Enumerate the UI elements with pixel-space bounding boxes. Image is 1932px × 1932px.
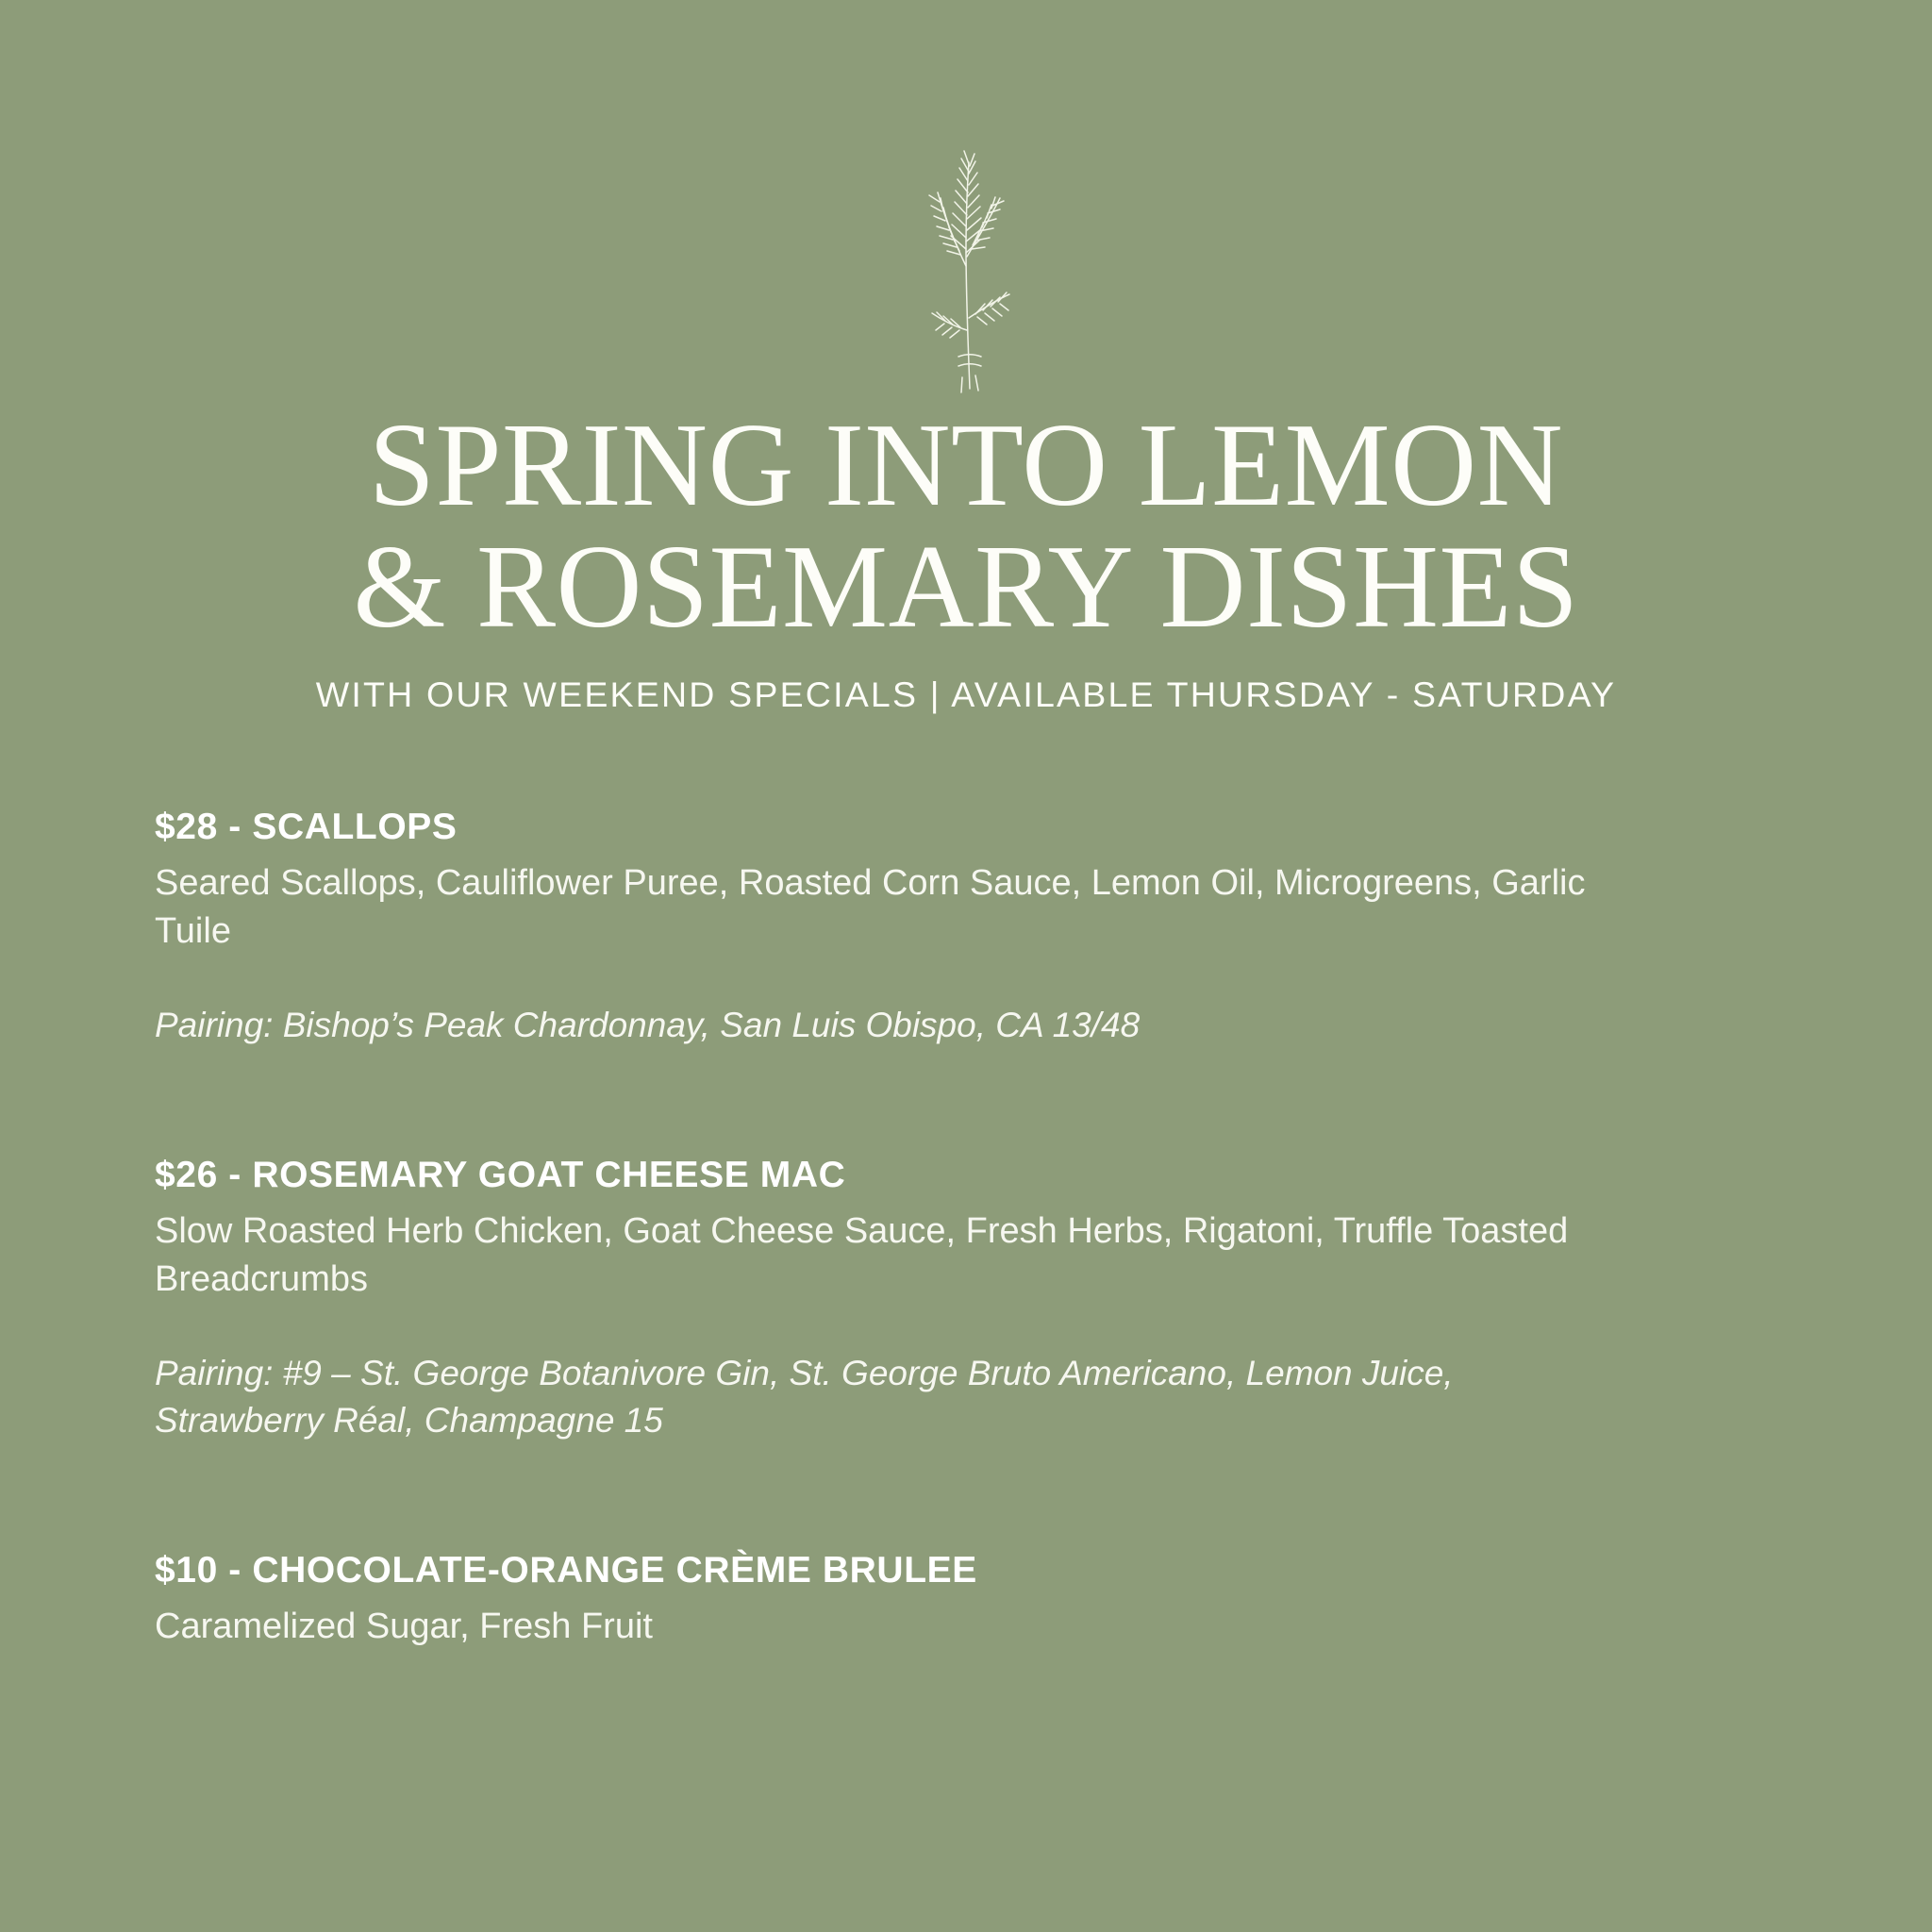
title-line-1: SPRING INTO LEMON <box>368 400 1564 531</box>
menu-item <box>155 1155 1683 1444</box>
menu-item-description: Slow Roasted Herb Chicken, Goat Cheese Sauce, Fresh Herbs, Rigatoni, Truffle Toasted Breadcrumbs <box>155 1211 1569 1299</box>
rosemary-sprig-decoration <box>0 125 1932 398</box>
menu-item-pairing: Pairing: #9 – St. George Botanivore Gin, St. George Bruto Americano, Lemon Juice, Strawberry Réal, Champagne 15 <box>155 1354 1454 1440</box>
rosemary-sprig-icon <box>872 125 1060 398</box>
page-title <box>0 400 1932 653</box>
title-line-2: & ROSEMARY DISHES <box>353 521 1579 653</box>
page-subtitle: WITH OUR WEEKEND SPECIALS | AVAILABLE THURSDAY - SATURDAY <box>315 675 1617 715</box>
menu-item-description: Seared Scallops, Cauliflower Puree, Roasted Corn Sauce, Lemon Oil, Microgreens, Garlic Tuile <box>155 863 1586 951</box>
poster-header <box>0 400 1932 715</box>
menu-item-description: Caramelized Sugar, Fresh Fruit <box>155 1606 653 1646</box>
menu-item <box>155 807 1683 1049</box>
menu-item-title: $10 - CHOCOLATE-ORANGE CRÈME BRULEE <box>155 1549 977 1591</box>
menu-item-pairing: Pairing: Bishop’s Peak Chardonnay, San Luis Obispo, CA 13/48 <box>155 1006 1141 1045</box>
menu-item-title: $28 - SCALLOPS <box>155 807 458 847</box>
menu-item <box>155 1550 1683 1651</box>
menu-list <box>155 807 1683 1650</box>
menu-item-title: $26 - ROSEMARY GOAT CHEESE MAC <box>155 1155 846 1195</box>
